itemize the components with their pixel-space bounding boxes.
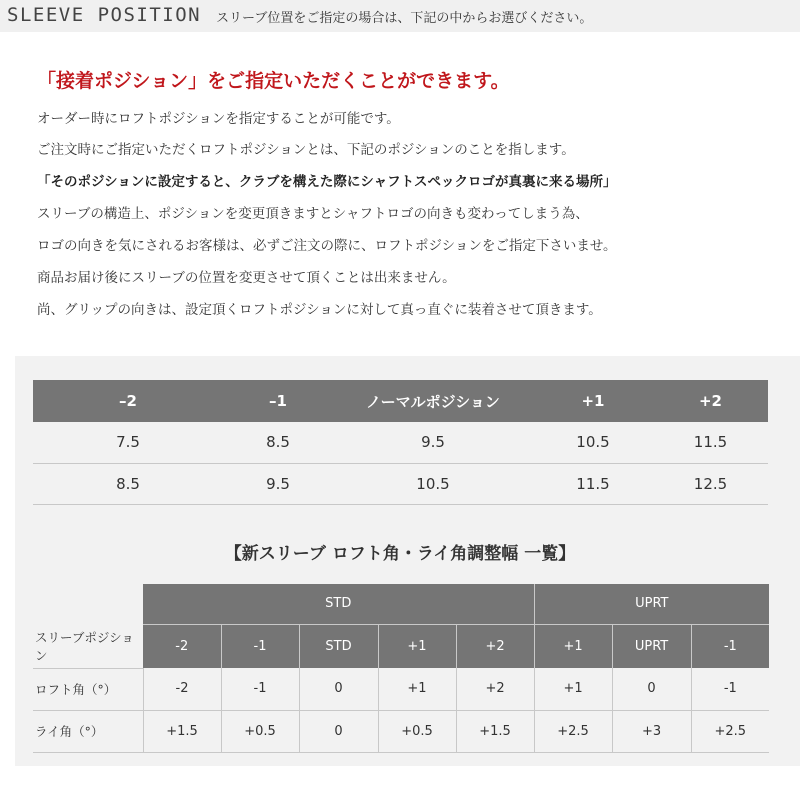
table-cell: +0.5 — [221, 710, 299, 752]
row-label: ロフト角（°） — [33, 668, 143, 710]
table-cell: +0.5 — [378, 710, 456, 752]
position-header-cell: +2 — [456, 624, 534, 668]
group-header-std: STD — [143, 584, 534, 624]
position-header-cell: UPRT — [612, 624, 691, 668]
group-header-uprt: UPRT — [534, 584, 769, 624]
intro-line: ロゴの向きを気にされるお客様は、必ずご注文の際に、ロフトポジションをご指定下さいませ。 — [37, 238, 617, 254]
intro-line: 商品お届け後にスリーブの位置を変更させて頂くことは出来ません。 — [37, 270, 456, 286]
table-row — [33, 668, 769, 710]
table-cell: -1 — [691, 668, 769, 710]
sleeve-adjustment-table — [33, 584, 769, 753]
table-header-row — [33, 380, 768, 422]
table-cell: 8.5 — [223, 422, 333, 463]
table-cell: 0 — [299, 668, 378, 710]
table-cell: 7.5 — [33, 422, 223, 463]
row-label: ライ角（°） — [33, 710, 143, 752]
intro-line: ご注文時にご指定いただくロフトポジションとは、下記のポジションのことを指します。 — [37, 142, 575, 158]
position-header-row — [33, 624, 769, 668]
table-cell: +1 — [378, 668, 456, 710]
empty-corner — [33, 584, 143, 624]
table-cell: 8.5 — [33, 463, 223, 504]
table-cell: 0 — [299, 710, 378, 752]
table-cell: 9.5 — [223, 463, 333, 504]
table-cell: 11.5 — [653, 422, 768, 463]
table-cell: 0 — [612, 668, 691, 710]
table-row — [33, 422, 768, 463]
table-cell: +2 — [456, 668, 534, 710]
sleeve-table-title: 【新スリーブ ロフト角・ライ角調整幅 一覧】 — [224, 544, 576, 564]
page-subtitle: スリーブ位置をご指定の場合は、下記の中からお選びください。 — [216, 11, 593, 26]
table-cell: +1.5 — [456, 710, 534, 752]
intro-headline: 「接着ポジション」をご指定いただくことができます。 — [37, 70, 510, 92]
table-cell: 12.5 — [653, 463, 768, 504]
intro-line: スリーブの構造上、ポジションを変更頂きますとシャフトロゴの向きも変わってしまう為、 — [37, 206, 589, 222]
page-title: SLEEVE POSITION — [7, 4, 202, 26]
position-header-cell: -1 — [221, 624, 299, 668]
table-cell: 9.5 — [333, 422, 533, 463]
loft-position-table — [33, 380, 768, 505]
position-header-cell: +1 — [378, 624, 456, 668]
table-header-cell: +2 — [653, 380, 768, 422]
table-header-cell: +1 — [533, 380, 653, 422]
group-header-row — [33, 584, 769, 624]
table-header-cell: ノーマルポジション — [333, 380, 533, 422]
table-row — [33, 710, 769, 752]
table-cell: 10.5 — [333, 463, 533, 504]
intro-line: オーダー時にロフトポジションを指定することが可能です。 — [37, 111, 400, 127]
position-header-cell: +1 — [534, 624, 612, 668]
table-cell: +1.5 — [143, 710, 221, 752]
position-header-cell: -1 — [691, 624, 769, 668]
table-row — [33, 463, 768, 504]
table-header-cell: –2 — [33, 380, 223, 422]
table-cell: +3 — [612, 710, 691, 752]
position-header-cell: STD — [299, 624, 378, 668]
table-cell: +2.5 — [534, 710, 612, 752]
table-cell: +1 — [534, 668, 612, 710]
position-header-cell: -2 — [143, 624, 221, 668]
intro-line-emphasis: 「そのポジションに設定すると、クラブを構えた際にシャフトスペックロゴが真裏に来る場所」 — [37, 174, 617, 190]
page-header — [0, 0, 800, 32]
table-cell: 11.5 — [533, 463, 653, 504]
table-cell: +2.5 — [691, 710, 769, 752]
row-label: スリーブポジション — [33, 624, 143, 668]
table-cell: 10.5 — [533, 422, 653, 463]
intro-line: 尚、グリップの向きは、設定頂くロフトポジションに対して真っ直ぐに装着させて頂きます。 — [37, 302, 602, 318]
table-cell: -2 — [143, 668, 221, 710]
table-header-cell: –1 — [223, 380, 333, 422]
table-cell: -1 — [221, 668, 299, 710]
